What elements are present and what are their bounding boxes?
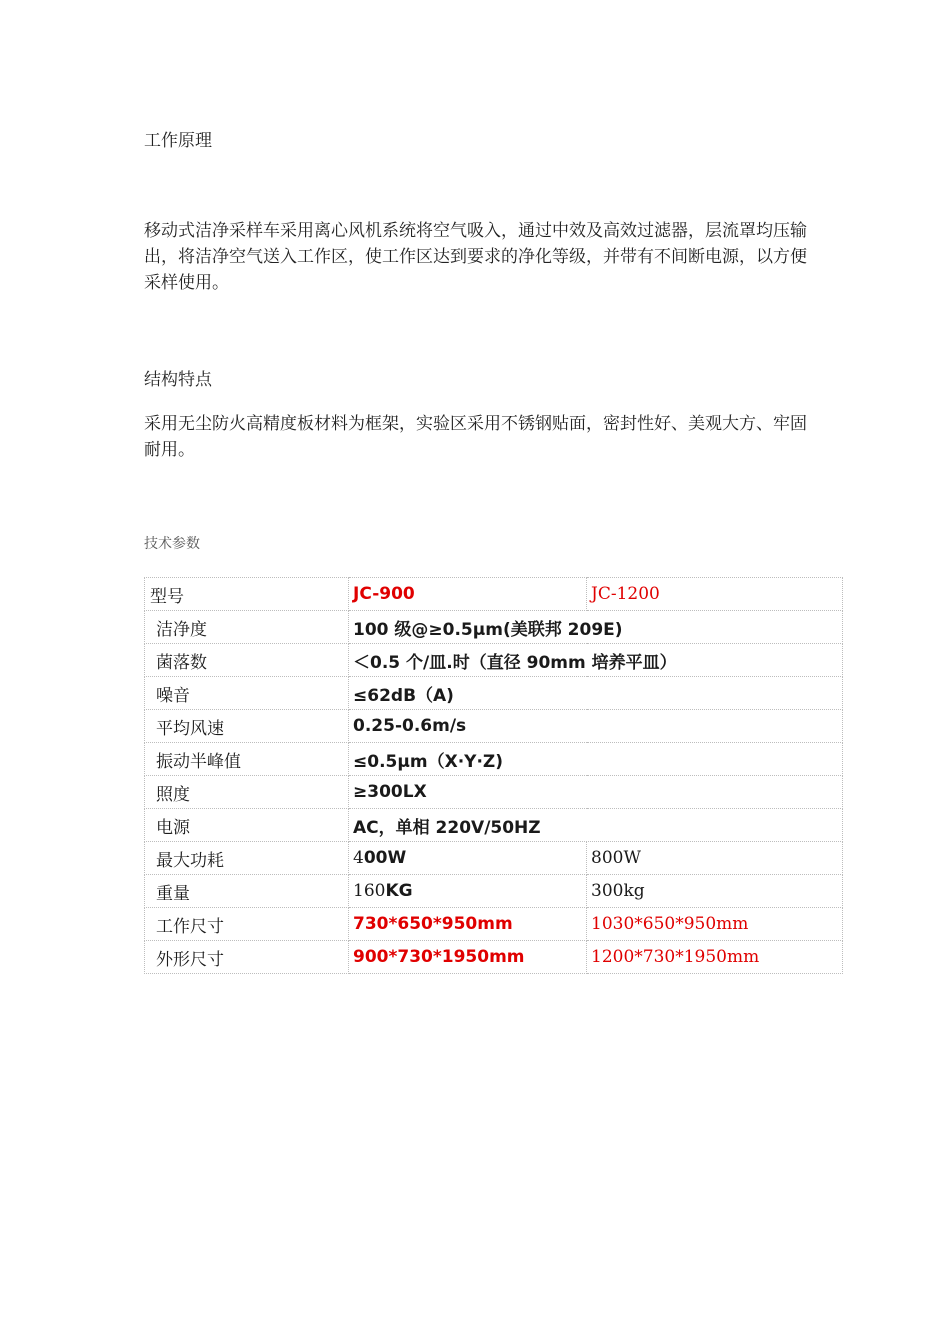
row-value: ＜0.5 个/皿.时（直径 90mm 培养平皿）	[349, 644, 843, 677]
row-value: 0.25-0.6m/s	[349, 710, 843, 743]
row-label: 工作尺寸	[145, 908, 349, 941]
weight-jc900-prefix: 160	[353, 881, 386, 901]
outer-size-jc1200: 1200*730*1950mm	[587, 941, 843, 974]
model-jc900: JC-900	[349, 578, 587, 611]
row-label: 电源	[145, 809, 349, 842]
row-label: 振动半峰值	[145, 743, 349, 776]
row-label: 噪音	[145, 677, 349, 710]
power-jc900-rest: 00W	[363, 848, 407, 868]
principle-heading: 工作原理	[144, 131, 212, 151]
principle-paragraph: 移动式洁净采样车采用离心风机系统将空气吸入，通过中效及高效过滤器，层流罩均压输出，将洁净空气送入工作区，使工作区达到要求的净化等级，并带有不间断电源，以方便采样使用。	[144, 221, 807, 293]
table-row-outer-size	[145, 941, 843, 974]
power-jc1200: 800W	[587, 842, 843, 875]
row-label: 洁净度	[145, 611, 349, 644]
structure-heading: 结构特点	[144, 370, 212, 390]
row-label: 重量	[145, 875, 349, 908]
table-row	[145, 677, 843, 710]
table-row	[145, 644, 843, 677]
row-value: AC，单相 220V/50HZ	[349, 809, 843, 842]
power-jc900-prefix: 4	[353, 848, 364, 868]
weight-jc1200: 300kg	[587, 875, 843, 908]
table-row	[145, 776, 843, 809]
row-label: 菌落数	[145, 644, 349, 677]
work-size-jc900: 730*650*950mm	[349, 908, 587, 941]
row-value: ≤62dB（A)	[349, 677, 843, 710]
table-row	[145, 611, 843, 644]
model-label: 型号	[145, 578, 349, 611]
table-row	[145, 743, 843, 776]
outer-size-jc900: 900*730*1950mm	[349, 941, 587, 974]
row-label: 外形尺寸	[145, 941, 349, 974]
table-row-weight	[145, 875, 843, 908]
tech-params-heading: 技术参数	[144, 536, 200, 552]
work-size-jc1200: 1030*650*950mm	[587, 908, 843, 941]
row-label: 照度	[145, 776, 349, 809]
row-value: ≥300LX	[349, 776, 843, 809]
weight-jc900-rest: KG	[385, 881, 413, 901]
table-row	[145, 710, 843, 743]
row-label: 最大功耗	[145, 842, 349, 875]
table-row	[145, 809, 843, 842]
power-jc900	[349, 842, 587, 875]
model-jc1200: JC-1200	[587, 578, 843, 611]
structure-paragraph: 采用无尘防火高精度板材料为框架，实验区采用不锈钢贴面，密封性好、美观大方、牢固耐用。	[144, 414, 807, 460]
row-value: ≤0.5μm（X·Y·Z)	[349, 743, 843, 776]
table-row-work-size	[145, 908, 843, 941]
tech-params-table	[144, 577, 843, 974]
table-row-power	[145, 842, 843, 875]
row-value: 100 级@≥0.5μm(美联邦 209E)	[349, 611, 843, 644]
row-label: 平均风速	[145, 710, 349, 743]
table-header-row	[145, 578, 843, 611]
weight-jc900	[349, 875, 587, 908]
